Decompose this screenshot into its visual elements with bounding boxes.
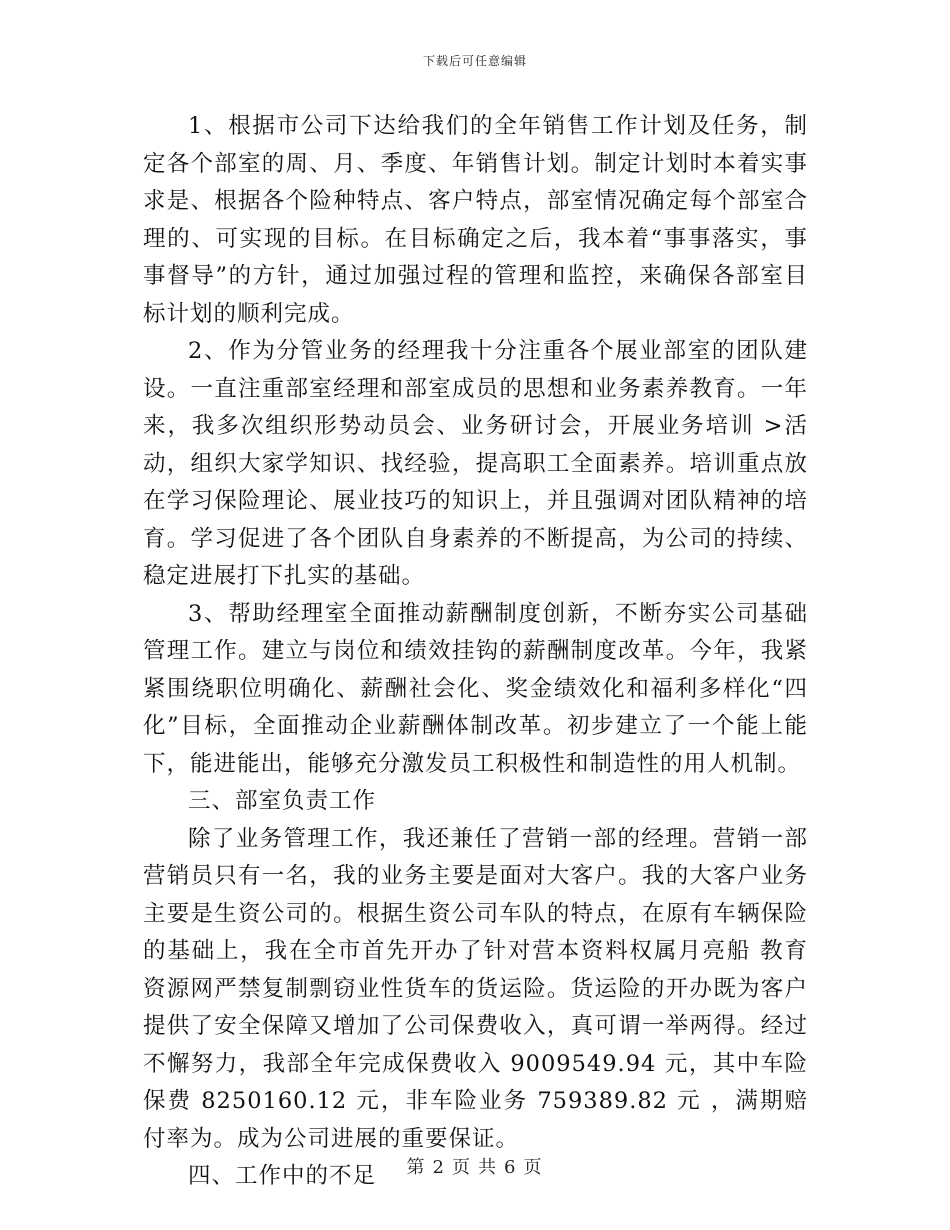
footer-total-pages: 6	[504, 1157, 518, 1178]
section-heading-shortcomings: 四、工作中的不足	[188, 1163, 377, 1189]
footer-prefix: 第	[406, 1157, 427, 1178]
footer-page-number: 2	[432, 1157, 446, 1178]
paragraph-sales-plan: 1、根据市公司下达给我们的全年销售工作计划及任务，制定各个部室的周、月、季度、年销售计划。制定计划时本着实事求是、根据各个险种特点、客户特点，部室情况确定每个部室合理的、可实现的目标。在目标确定之后，我本着“事事落实，事事督导”的方针，通过加强过程的管理和监控，来确保各部室目标计划的顺利完成。	[143, 113, 808, 327]
footer-total-unit: 页	[523, 1157, 544, 1178]
page-header: 下载后可任意编辑	[422, 54, 527, 68]
section-heading-department-work: 三、部室负责工作	[188, 788, 377, 814]
footer-page-unit: 页	[452, 1157, 472, 1178]
paragraph-department-work: 除了业务管理工作，我还兼任了营销一部的经理。营销一部营销员只有一名，我的业务主要是面对大客户。我的大客户业务主要是生资公司的。根据生资公司车队的特点，在原有车辆保险的基础上，我在全市首先开办了针对营本资料权属月亮船 教育资源网严禁复制剽窃业性货车的货运险。货运险的开办既为客户提供了安全保障又增加了公司保费收入，真可谓一举两得。经过不懈努力，我部全年完成保费收入 9009549.94 元，其中车险保费 8250160.12 元，非车险业务 759389.82 元 ，满期赔付率为。成为公司进展的重要保证。	[143, 825, 808, 1152]
document-body	[143, 108, 808, 1196]
page-footer	[0, 1153, 950, 1179]
footer-total-prefix: 共	[478, 1157, 498, 1178]
paragraph-salary-reform: 3、帮助经理室全面推动薪酬制度创新，不断夯实公司基础管理工作。建立与岗位和绩效挂钩的薪酬制度改革。今年，我紧紧围绕职位明确化、薪酬社会化、奖金绩效化和福利多样化“四化”目标，全面推动企业薪酬体制改革。初步建立了一个能上能下，能进能出，能够充分激发员工积极性和制造性的用人机制。	[143, 600, 808, 777]
paragraph-team-building: 2、作为分管业务的经理我十分注重各个展业部室的团队建设。一直注重部室经理和部室成员的思想和业务素养教育。一年来，我多次组织形势动员会、业务研讨会，开展业务培训 >活动，组织大家学知识、找经验，提高职工全面素养。培训重点放在学习保险理论、展业技巧的知识上，并且强调对团队精神的培育。学习促进了各个团队自身素养的不断提高，为公司的持续、稳定进展打下扎实的基础。	[143, 338, 808, 589]
